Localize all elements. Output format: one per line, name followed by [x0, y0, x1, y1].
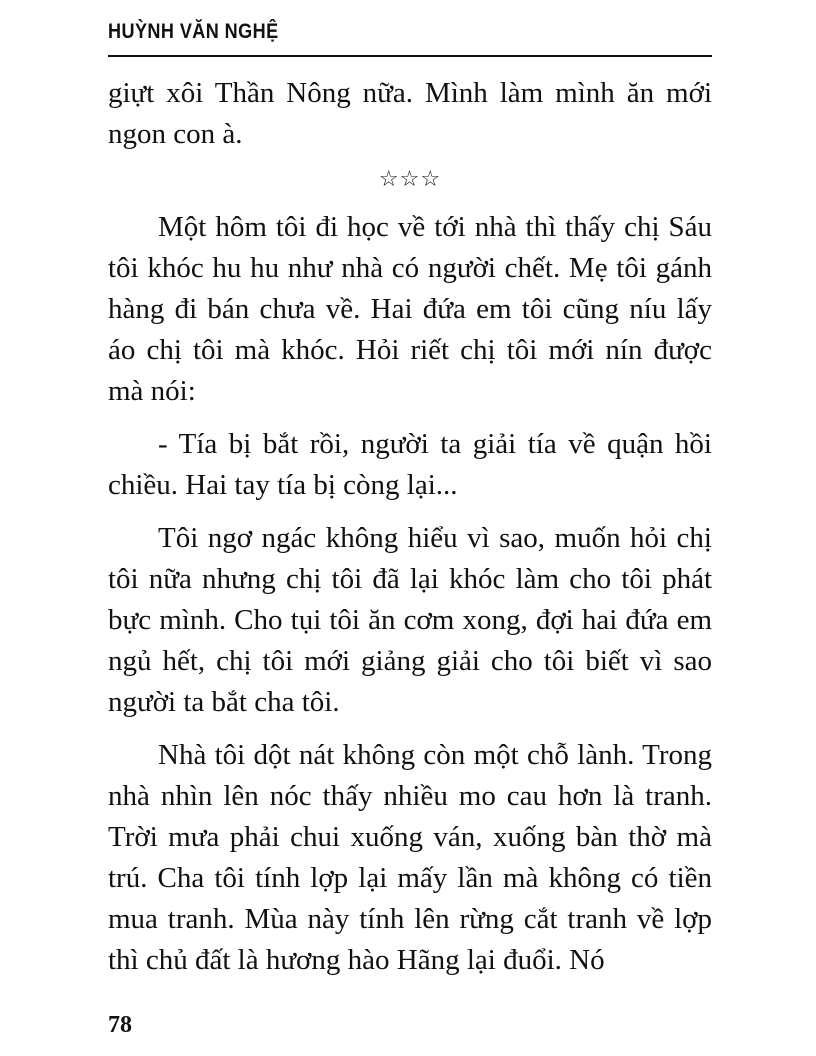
paragraph: Một hôm tôi đi học về tới nhà thì thấy chị Sáu tôi khóc hu hu như nhà có người chết. Mẹ tôi gánh hàng đi bán chưa về. Hai đứa em tôi cũng níu lấy áo chị tôi mà khóc. Hỏi riết chị tôi mới nín được mà nói: [108, 211, 712, 407]
header-rule [108, 55, 712, 57]
running-header: HUỲNH VĂN NGHỆ [108, 20, 279, 43]
paragraph-continued: giựt xôi Thần Nông nữa. Mình làm mình ăn mới ngon con à. [108, 77, 712, 150]
paragraph: Nhà tôi dột nát không còn một chỗ lành. Trong nhà nhìn lên nóc thấy nhiều mo cau hơn là tranh. Trời mưa phải chui xuống ván, xuống bàn thờ mà trú. Cha tôi tính lợp lại mấy lần mà không có tiền mua tranh. Mùa này tính lên rừng cắt tranh về lợp thì chủ đất là hương hào Hãng lại đuổi. Nó [108, 739, 712, 976]
page-number: 78 [108, 1012, 132, 1038]
section-separator: ☆☆☆ [378, 167, 442, 192]
body-text [108, 73, 712, 981]
paragraph: Tôi ngơ ngác không hiểu vì sao, muốn hỏi chị tôi nữa nhưng chị tôi đã lại khóc làm cho tôi phát bực mình. Cho tụi tôi ăn cơm xong, đợi hai đứa em ngủ hết, chị tôi mới giảng giải cho tôi biết vì sao người ta bắt cha tôi. [108, 522, 712, 718]
dialogue-paragraph: - Tía bị bắt rồi, người ta giải tía về quận hồi chiều. Hai tay tía bị còng lại... [108, 428, 712, 501]
